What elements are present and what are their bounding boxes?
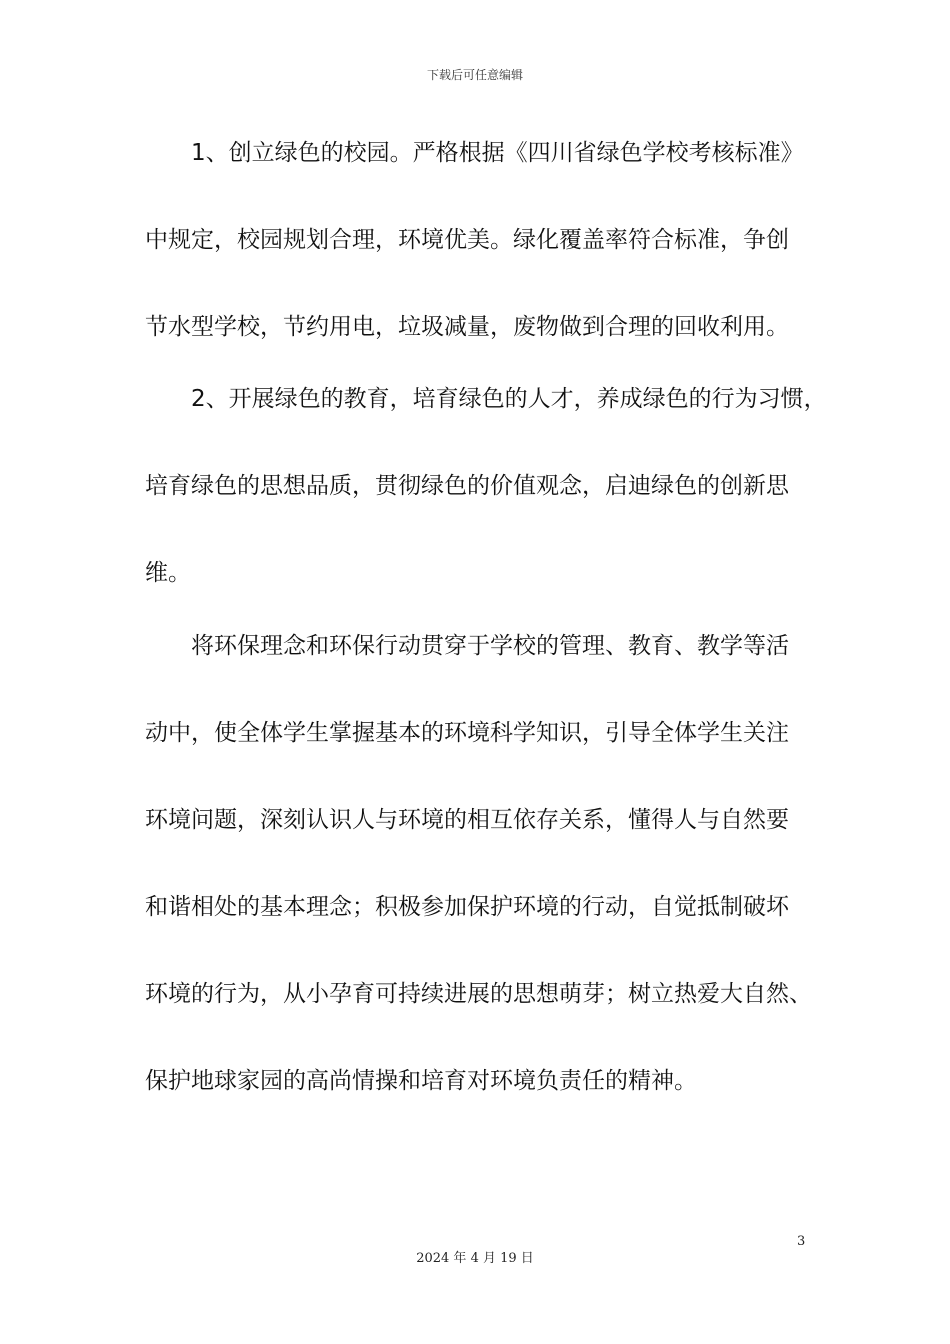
paragraph-line: 培育绿色的思想品质，贯彻绿色的价值观念，启迪绿色的创新思: [145, 473, 789, 499]
paragraph-line: 环境问题，深刻认识人与环境的相互依存关系，懂得人与自然要: [145, 807, 789, 833]
paragraph-line: 环境的行为，从小孕育可持续进展的思想萌芽；树立热爱大自然、: [145, 981, 812, 1007]
paragraph-line: 保护地球家园的高尚情操和培育对环境负责任的精神。: [145, 1068, 697, 1094]
page-header: 下载后可任意编辑: [426, 68, 523, 82]
footer-date: 2024 年 4 月 19 日: [416, 1251, 534, 1266]
paragraph-line: 2、开展绿色的教育，培育绿色的人才，养成绿色的行为习惯，: [145, 386, 827, 412]
paragraph-line: 将环保理念和环保行动贯穿于学校的管理、教育、教学等活: [145, 633, 789, 659]
paragraph-line: 和谐相处的基本理念；积极参加保护环境的行动，自觉抵制破坏: [145, 894, 789, 920]
paragraph-line: 节水型学校，节约用电，垃圾减量，废物做到合理的回收利用。: [145, 314, 789, 340]
paragraph-line: 中规定，校园规划合理，环境优美。绿化覆盖率符合标准，争创: [145, 227, 789, 253]
paragraph-line: 1、创立绿色的校园。严格根据《四川省绿色学校考核标准》: [145, 140, 804, 166]
paragraph-line: 动中，使全体学生掌握基本的环境科学知识，引导全体学生关注: [145, 720, 789, 746]
page-number: 3: [797, 1234, 806, 1249]
paragraph-line: 维。: [145, 560, 191, 586]
